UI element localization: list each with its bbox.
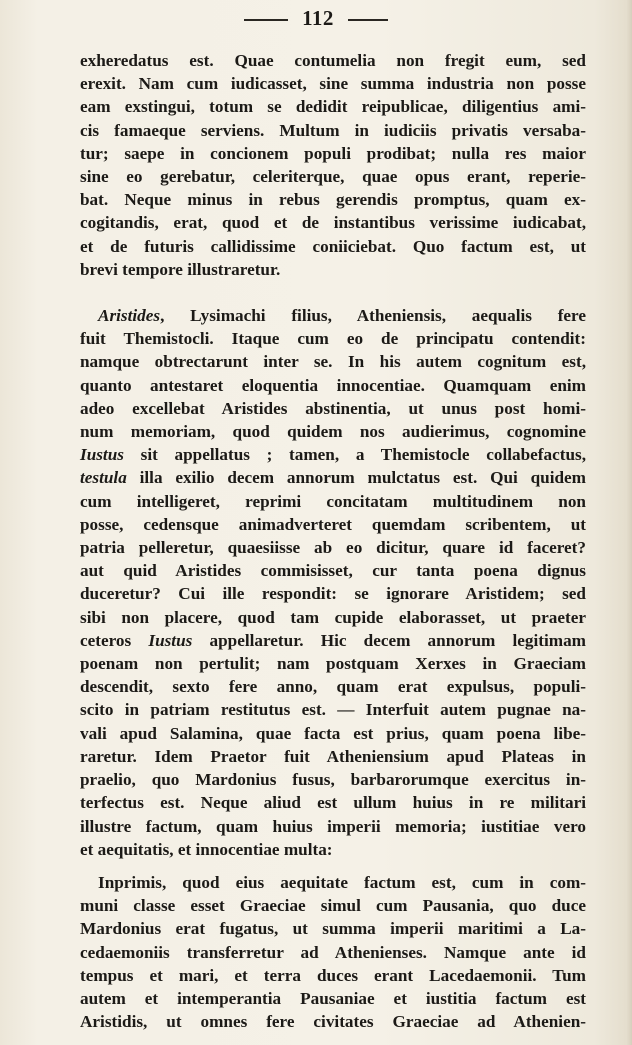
text-line: Inprimis, quod eius aequitate factum est, cum in com-	[98, 872, 586, 892]
text-line: sibi non placere, quod tam cupide elaborasset, ut praeter	[80, 607, 586, 627]
text-line: posse, cedensque animadverteret quemdam scribentem, ut	[80, 514, 586, 534]
text-line: eam exstingui, totum se dedidit reipublicae, diligentius ami-	[80, 97, 586, 117]
text-line: et aequitatis, et innocentiae multa:	[80, 839, 333, 859]
text-line: raretur. Idem Praetor fuit Atheniensium apud Plateas in	[80, 746, 586, 766]
page-header	[0, 6, 632, 31]
text-line: vali apud Salamina, quae facta est prius, quam poena libe-	[80, 723, 586, 743]
text-line: bat. Neque minus in rebus gerendis promptus, quam ex-	[80, 190, 586, 210]
text-line: descendit, sexto fere anno, quam erat expulsus, populi-	[80, 677, 586, 697]
header-rule-left	[244, 19, 288, 21]
header-rule-right	[348, 19, 388, 21]
text-line: fuit Themistocli. Itaque cum eo de principatu contendit:	[80, 329, 586, 349]
text-line: testula illa exilio decem annorum mulctatus est. Qui quidem	[80, 468, 586, 488]
text-line: poenam non pertulit; nam postquam Xerxes in Graeciam	[80, 654, 586, 674]
text-line: adeo excellebat Aristides abstinentia, ut unus post homi-	[80, 398, 586, 418]
italic-word: Aristides	[98, 306, 161, 326]
text-line: cum intelligeret, reprimi concitatam multitudinem non	[80, 491, 586, 511]
text-line: cogitandis, erat, quod et de instantibus verissime iudicabat,	[80, 213, 586, 233]
text-line: terfectus est. Neque aliud est ullum huius in re militari	[80, 793, 586, 813]
paragraph-2	[80, 304, 586, 861]
text-line: namque obtrectarunt inter se. In his autem cognitum est,	[80, 352, 586, 372]
page-number: 112	[302, 6, 334, 30]
italic-word: Iustus	[148, 630, 193, 650]
text-line: num memoriam, quod quidem nos audierimus, cognomine	[80, 422, 586, 442]
text-line: cis famaeque serviens. Multum in iudiciis privatis versaba-	[80, 120, 586, 140]
text-line: ceteros Iustus appellaretur. Hic decem annorum legitimam	[80, 630, 587, 650]
body-text	[80, 49, 586, 1033]
text-line: tempus et mari, et terra duces erant Lacedaemonii. Tum	[80, 965, 586, 985]
text-line: praelio, quo Mardonius fusus, barbarorumque exercitus in-	[80, 770, 586, 790]
text-line: erexit. Nam cum iudicasset, sine summa industria non posse	[80, 74, 586, 94]
text-line: Aristidis, ut omnes fere civitates Graeciae ad Athenien-	[80, 1012, 586, 1032]
text-line: Mardonius erat fugatus, ut summa imperii maritimi a La-	[80, 919, 586, 939]
paragraph-3	[80, 871, 586, 1033]
text-line: autem et intemperantia Pausaniae et iustitia factum est	[80, 988, 586, 1008]
italic-word: Iustus	[80, 445, 124, 465]
text-line: duceretur? Cui ille respondit: se ignorare Aristidem; sed	[80, 584, 586, 604]
italic-word: testula	[80, 468, 127, 488]
text-line: quanto antestaret eloquentia innocentiae. Quamquam enim	[80, 375, 586, 395]
text-line: et de futuris callidissime coniiciebat. Quo factum est, ut	[80, 236, 586, 256]
text-line: aut quid Aristides commisisset, cur tanta poena dignus	[80, 561, 586, 581]
text-line: illustre factum, quam huius imperii memoria; iustitiae vero	[80, 816, 586, 836]
text-line: sine eo gerebatur, celeriterque, quae opus erant, reperie-	[80, 167, 586, 187]
paragraph-1	[80, 49, 586, 281]
text-line: Iustus sit appellatus ; tamen, a Themistocle collabefactus,	[80, 445, 586, 465]
text-line: tur; saepe in concionem populi prodibat; nulla res maior	[80, 143, 586, 163]
text-line: scito in patriam restitutus est. — Interfuit autem pugnae na-	[80, 700, 586, 720]
page-edge-shadow	[626, 0, 632, 1045]
text-line: muni classe esset Graeciae simul cum Pausania, quo duce	[80, 896, 586, 916]
text-line: cedaemoniis transferretur ad Athenienses. Namque ante id	[80, 942, 586, 962]
text-line: Aristides, Lysimachi filius, Atheniensis, aequalis fere	[98, 306, 586, 326]
text-line: brevi tempore illustraretur.	[80, 259, 281, 279]
text-line: patria pelleretur, quaesiisse ab eo dicitur, quare id faceret?	[80, 538, 586, 558]
text-line: exheredatus est. Quae contumelia non fregit eum, sed	[80, 51, 586, 70]
